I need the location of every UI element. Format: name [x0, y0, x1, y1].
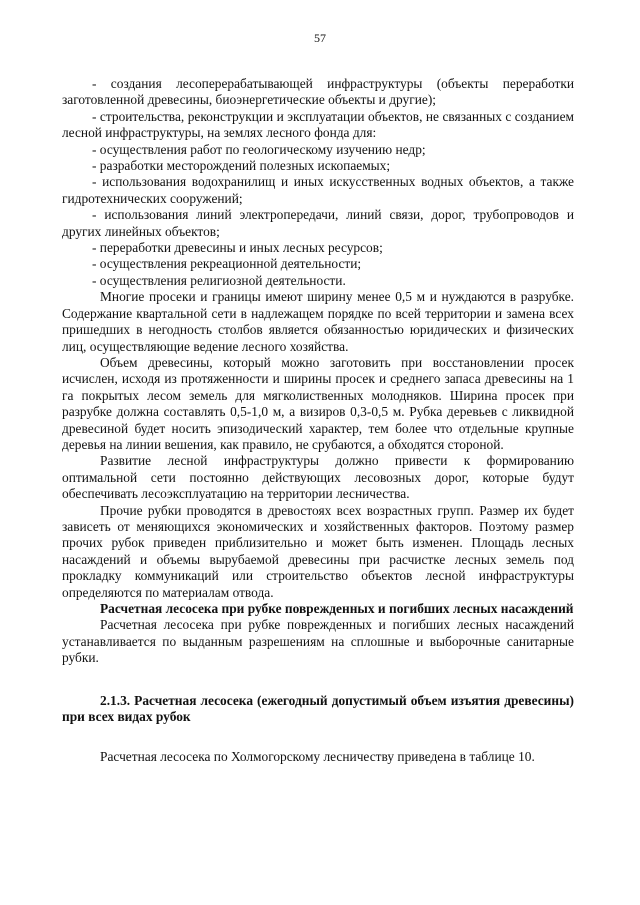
list-item: - осуществления религиозной деятельности. [92, 272, 346, 288]
list-item: - переработки древесины и иных лесных ресурсов; [92, 240, 383, 256]
paragraph-table-reference: Расчетная лесосека по Холмогорскому лесничеству приведена в таблице 10. [100, 749, 535, 765]
list-item: - создания лесоперерабатывающей инфраструктуры (объекты переработки заготовленной древесины, биоэнергетические объекты и другие); [62, 76, 574, 108]
list-item: - строительства, реконструкции и эксплуатации объектов, не связанных с созданием лесной инфраструктуры, на землях лесного фонда для: [62, 108, 574, 141]
list-item: - разработки месторождений полезных ископаемых; [92, 158, 391, 174]
list-item: - осуществления работ по геологическому изучению недр; [92, 141, 426, 157]
paragraph-wood-volume: Объем древесины, который можно заготовить при восстановлении просек исчислен, исходя из протяженности и ширины просек и среднего запаса древесины на 1 га покрытых лесом земель для мягколиственных молодняков. Ширина просек при разрубке должна составлять 0,5-1,0 м, а визиров 0,3-0,5 м. Рубка деревьев с ликвидной древесиной будет носить эпизодический характер, тем более что отдельные крупные деревья на линии вешения, как правило, не срубаются, а обходятся стороной. [62, 354, 574, 452]
paragraph-damaged-stands: Расчетная лесосека при рубке поврежденных и погибших лесных насаждений устанавливается по выданным разрешениям на сплошные и выборочные санитарные рубки. [62, 617, 574, 666]
paragraph-infrastructure: Развитие лесной инфраструктуры должно привести к формированию оптимальной сети постоянно действующих лесовозных дорог, которые будут обеспечивать лесоэксплуатацию на территории лесничества. [62, 453, 574, 502]
list-item: - использования линий электропередачи, линий связи, дорог, трубопроводов и других линейных объектов; [62, 207, 574, 239]
list-item: - осуществления рекреационной деятельности; [92, 256, 362, 272]
paragraph-other-felling: Прочие рубки проводятся в древостоях всех возрастных групп. Размер их будет зависеть от меняющихся экономических и хозяйственных факторов. Поэтому размер прочих рубок приведен приблизительно и может быть изменен. Площадь лесных насаждений и объемы вырубаемой древесины при расчистке лесных земель под прокладку коммуникаций или строительство объектов лесной инфраструктуры определяются по материалам отвода. [62, 502, 574, 600]
paragraph-clearings: Многие просеки и границы имеют ширину менее 0,5 м и нуждаются в разрубке. Содержание квартальной сети в надлежащем порядке по всей территории и замена всех пришедших в негодность столбов является обязанностью юридических и физических лиц, осуществляющие ведение лесного хозяйства. [62, 289, 574, 354]
page-number: 57 [314, 31, 326, 45]
section-heading-damaged-stands: Расчетная лесосека при рубке поврежденных и погибших лесных насаждений [100, 601, 574, 616]
section-heading-2-1-3: 2.1.3. Расчетная лесосека (ежегодный допустимый объем изъятия древесины) при всех видах рубок [62, 692, 574, 725]
list-item: - использования водохранилищ и иных искусственных водных объектов, а также гидротехнических сооружений; [62, 174, 574, 206]
document-body [62, 76, 574, 766]
